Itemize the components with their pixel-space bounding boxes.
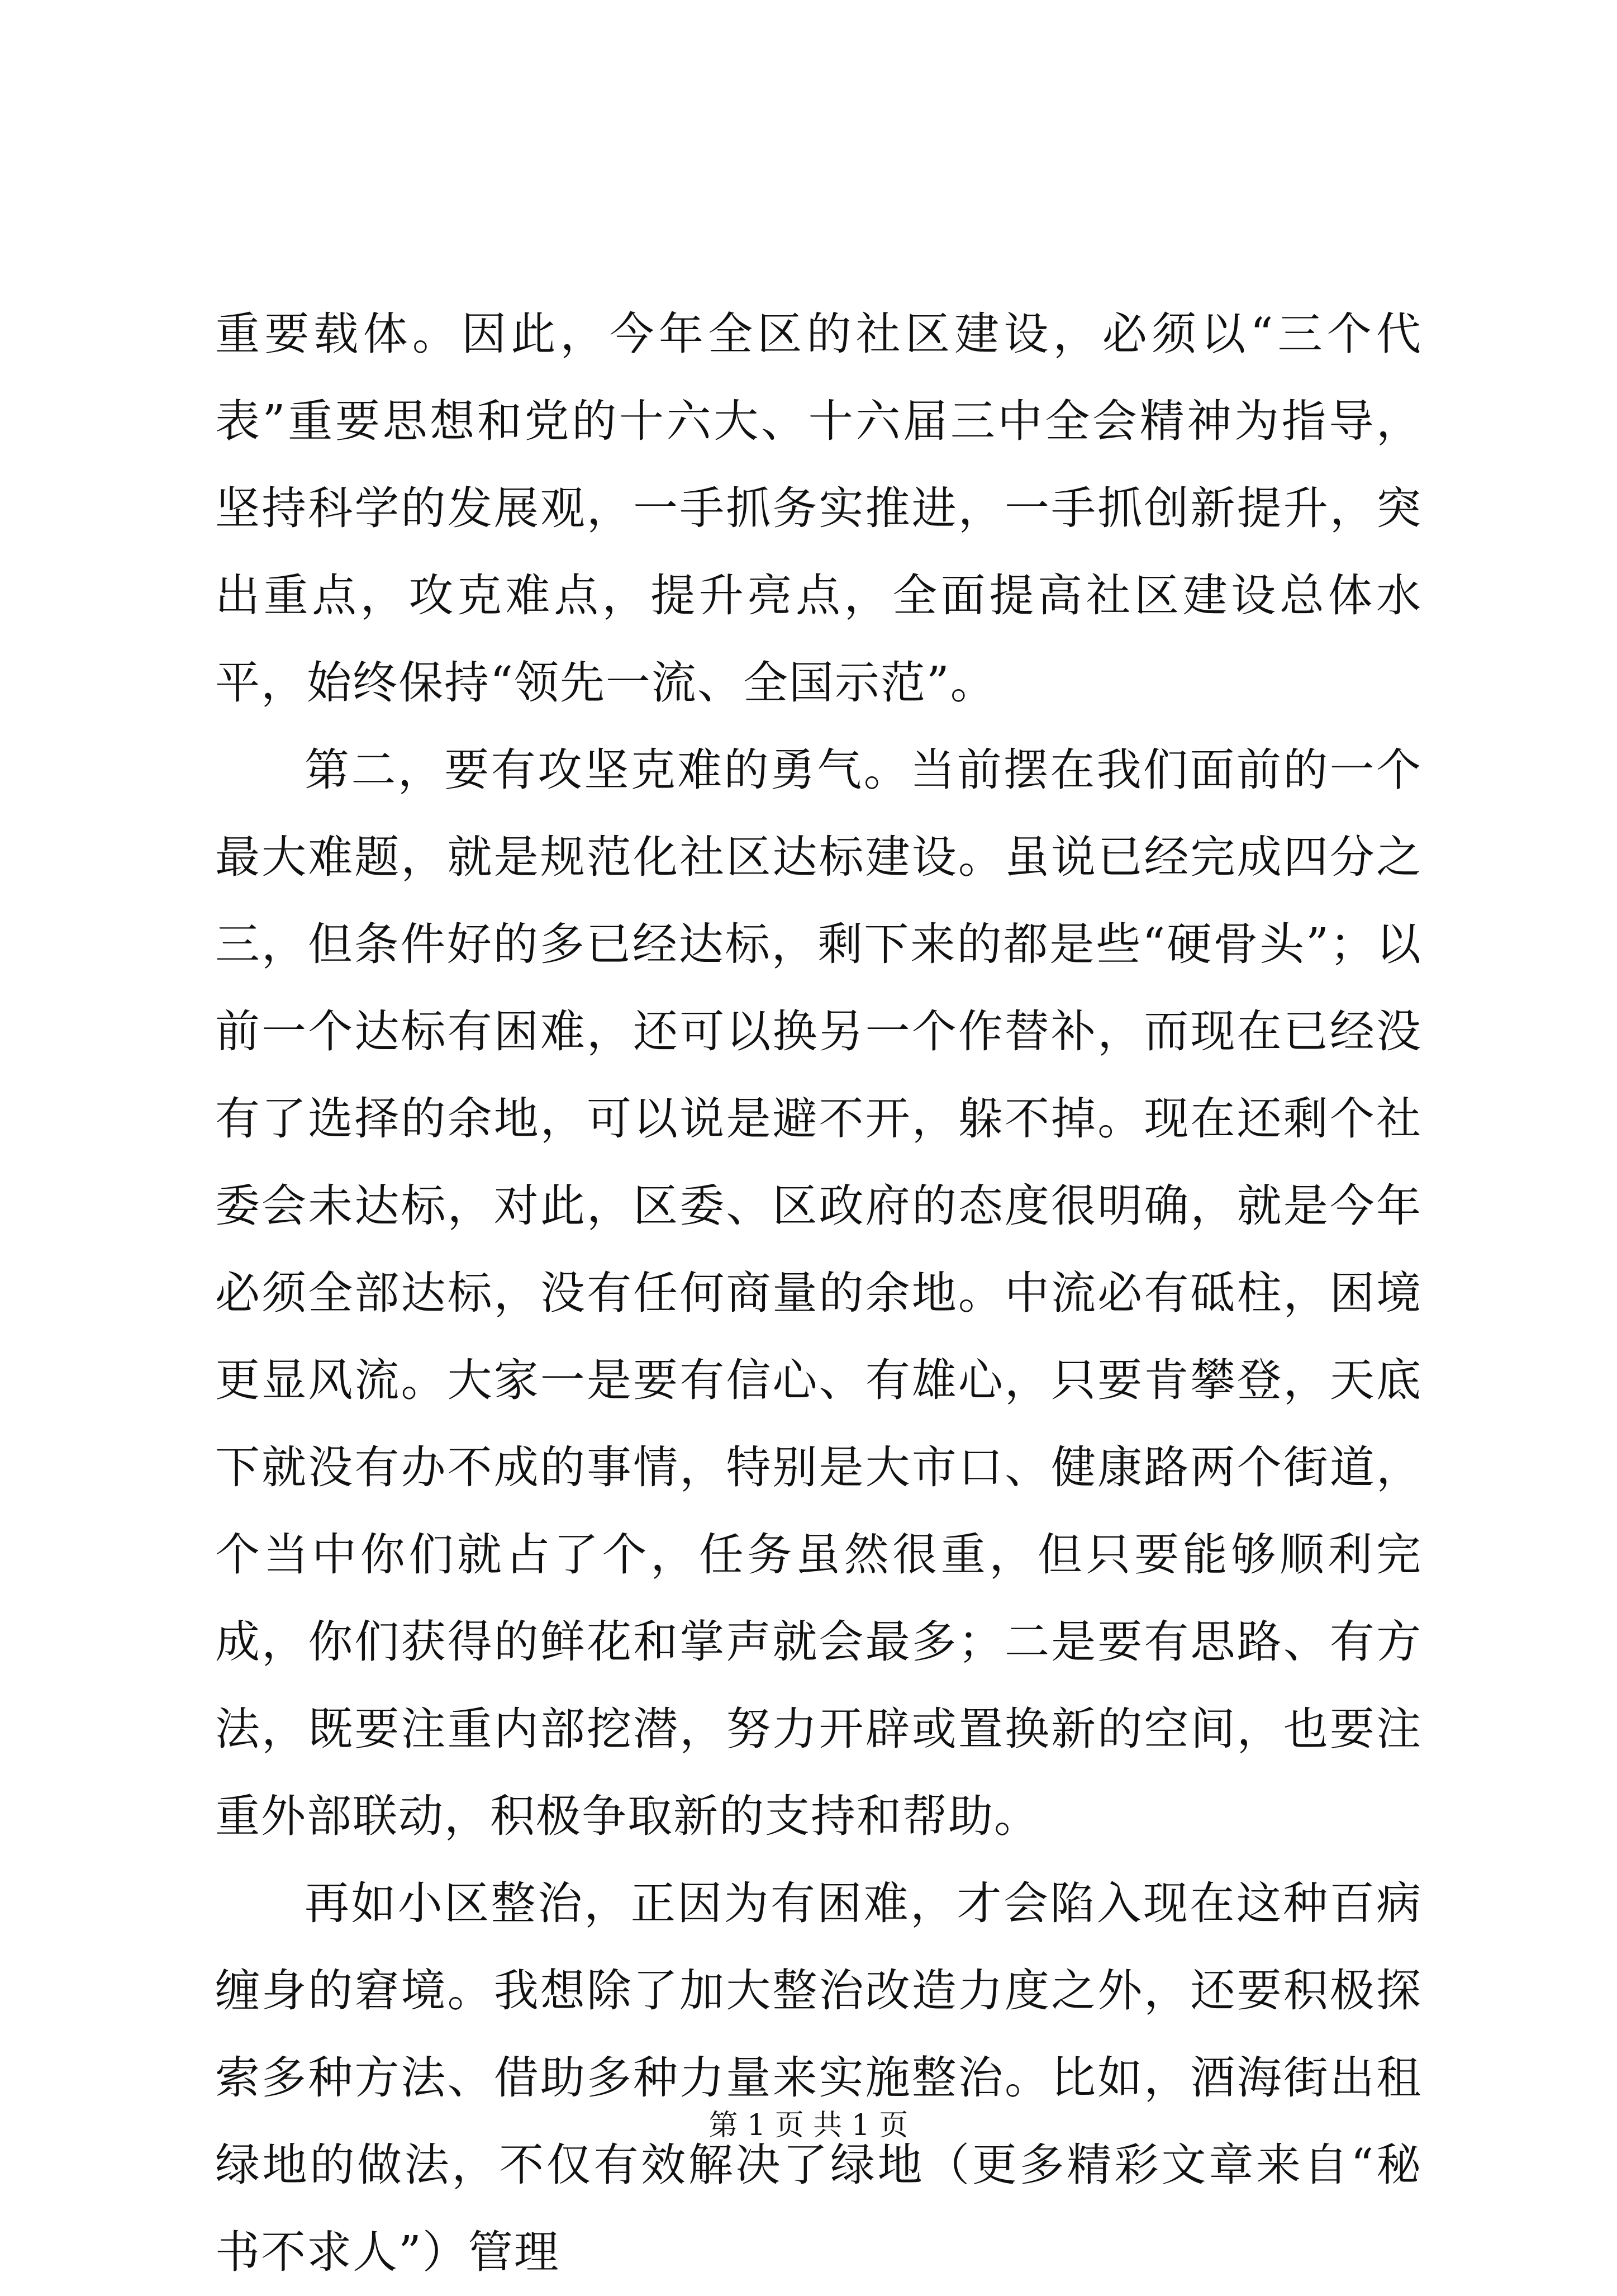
paragraph-community-renovation: 再如小区整治，正因为有困难，才会陷入现在这种百病缠身的窘境。我想除了加大整治改造力度之外，还要积极探索多种方法、借助多种力量来实施整治。比如，酒海街出租绿地的做法，不仅有效解决了绿地（更多精彩文章来自“秘书不求人”）管理 — [215, 1877, 1422, 2278]
page-footer: 第 1 页 共 1 页 — [708, 2109, 909, 2142]
paragraph-second-point: 第二，要有攻坚克难的勇气。当前摆在我们面前的一个最大难题，就是规范化社区达标建设。虽说已经完成四分之三，但条件好的多已经达标，剩下来的都是些“硬骨头”；以前一个达标有困难，还可以换另一个作替补，而现在已经没有了选择的余地，可以说是避不开，躲不掉。现在还剩个社委会未达标，对此，区委、区政府的态度很明确，就是今年必须全部达标，没有任何商量的余地。中流必有砥柱，困境更显风流。大家一是要有信心、有雄心，只要肯攀登，天底下就没有办不成的事情，特别是大市口、健康路两个街道，个当中你们就占了个，任务虽然很重，但只要能够顺利完成，你们获得的鲜花和掌声就会最多；二是要有思路、有方法，既要注重内部挖潜，努力开辟或置换新的空间，也要注重外部联动，积极争取新的支持和帮助。 — [215, 744, 1422, 1842]
paragraph-continuation: 重要载体。因此，今年全区的社区建设，必须以“三个代表”重要思想和党的十六大、十六届三中全会精神为指导，坚持科学的发展观，一手抓务实推进，一手抓创新提升，突出重点，攻克难点，提升亮点，全面提高社区建设总体水平，始终保持“领先一流、全国示范”。 — [215, 308, 1422, 709]
document-body — [215, 291, 1422, 2296]
